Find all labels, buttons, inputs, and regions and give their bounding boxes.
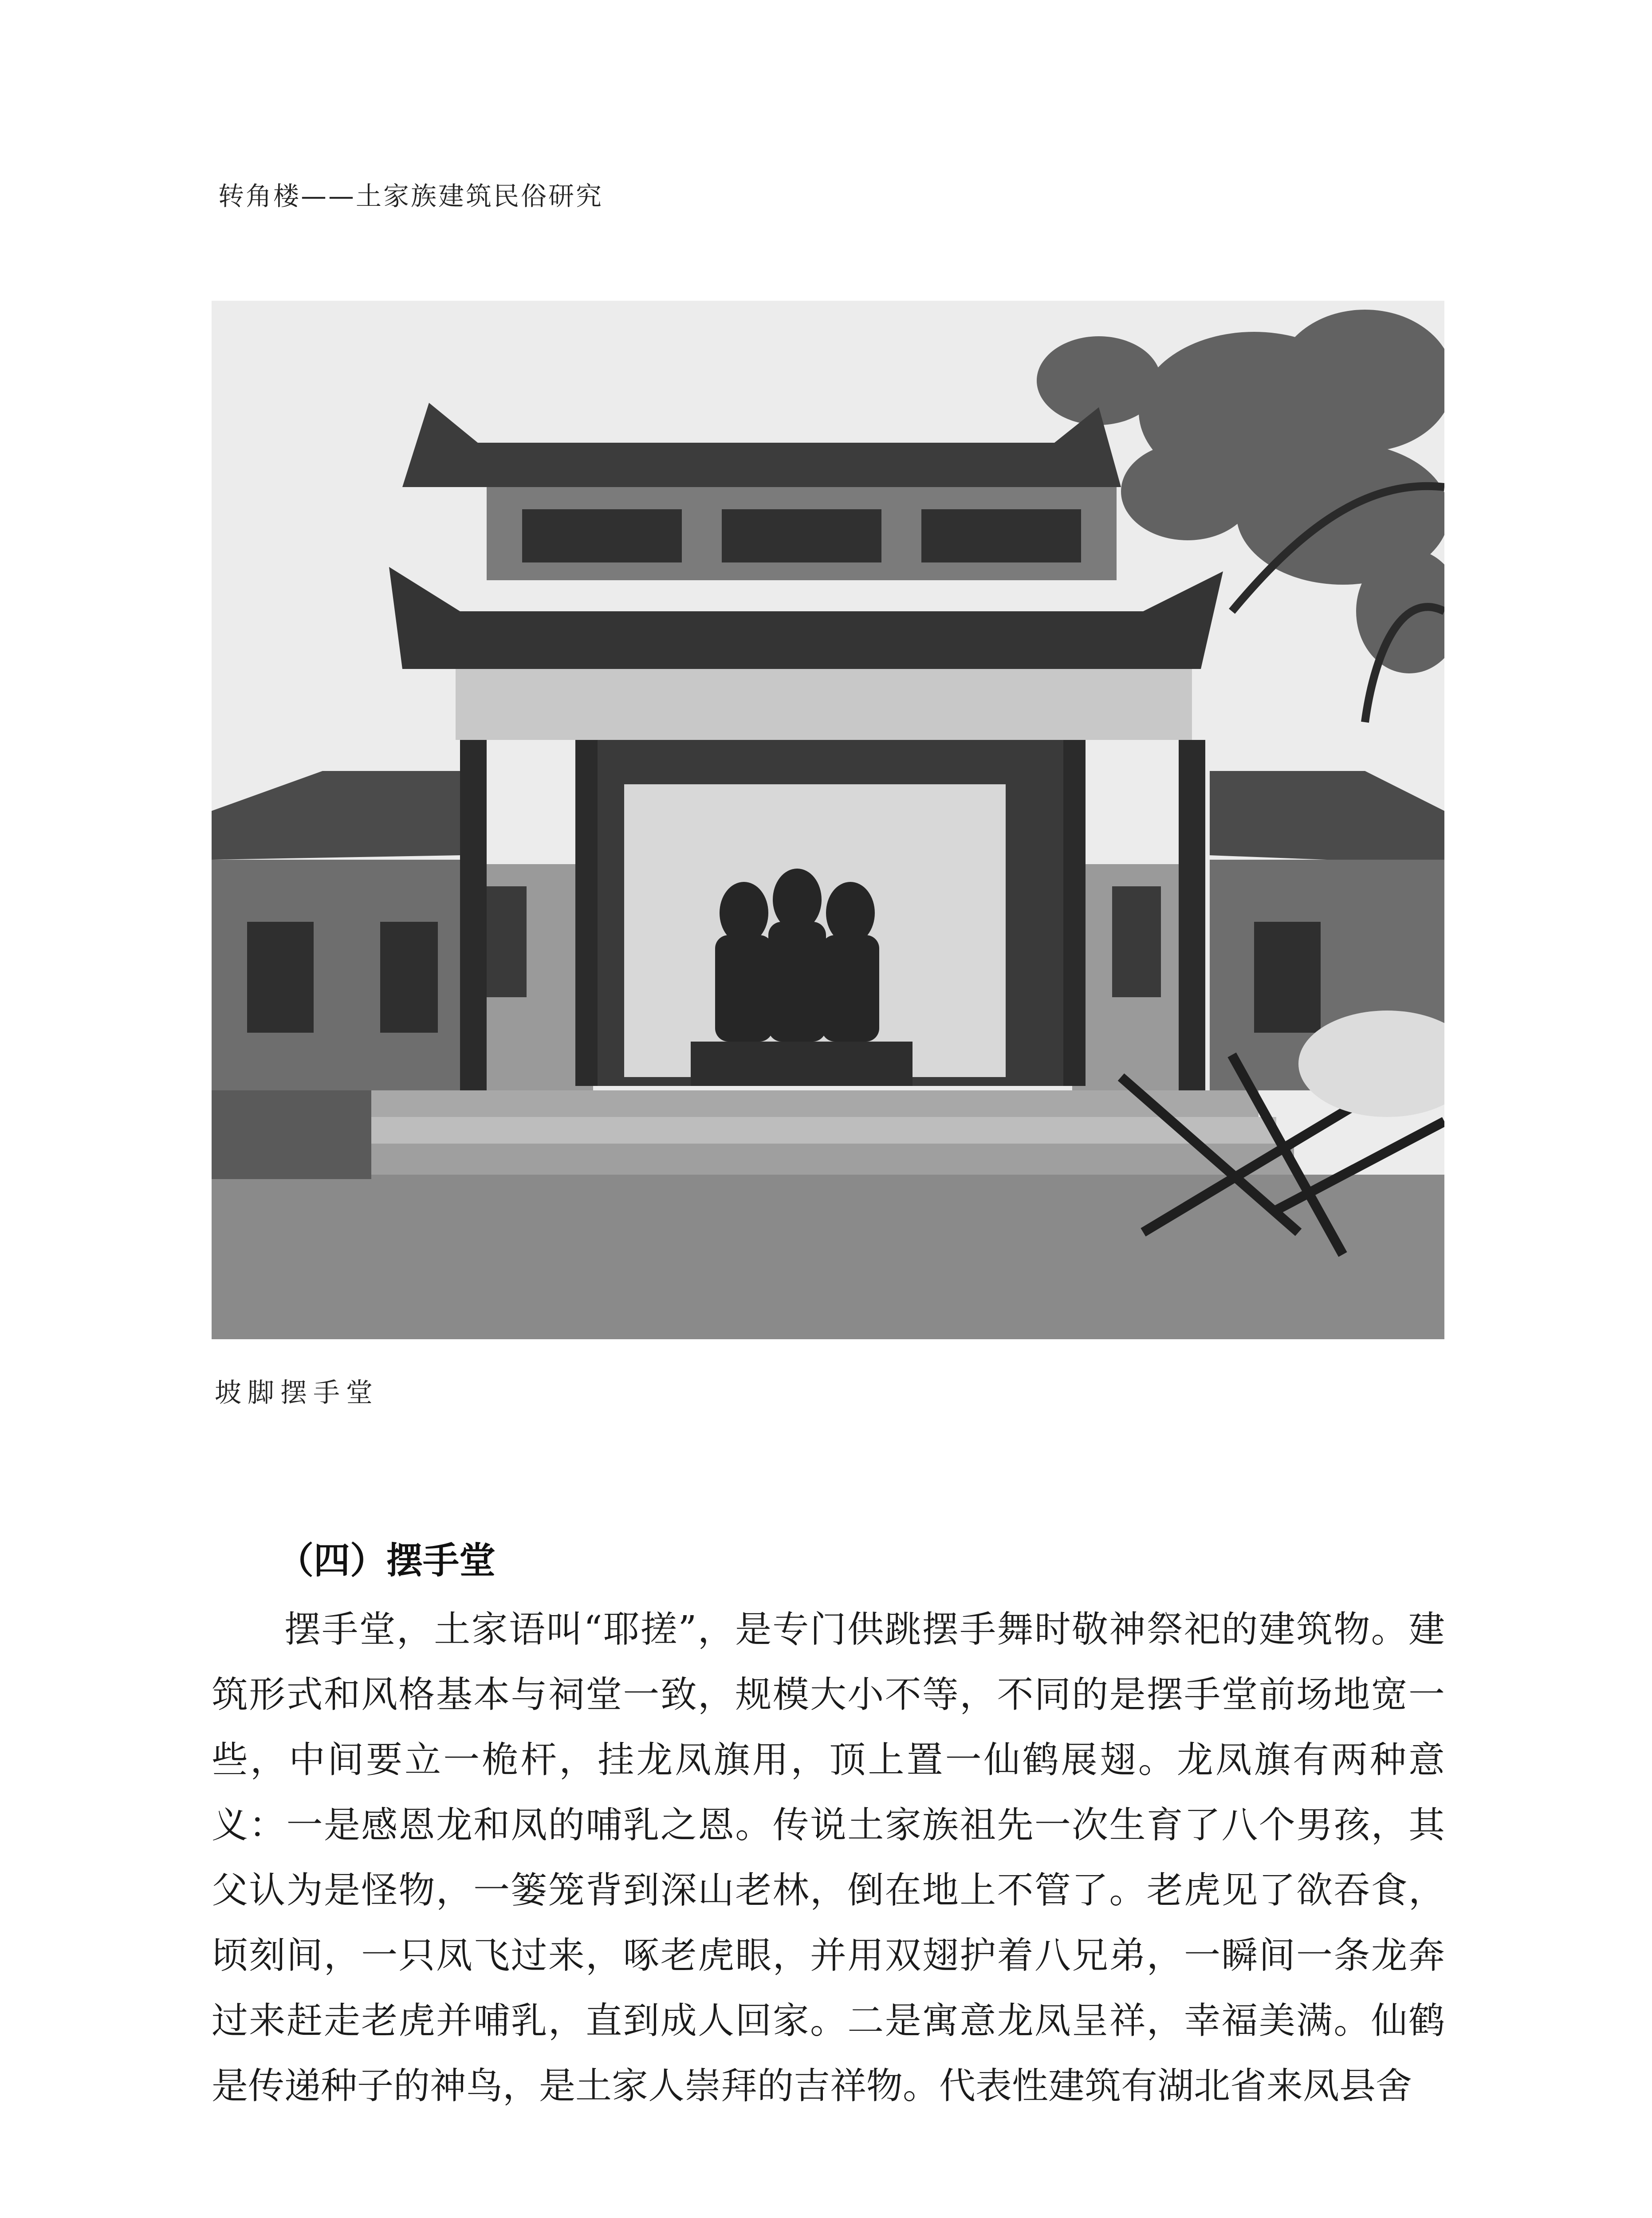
- figure-caption: 坡脚摆手堂: [215, 1377, 379, 1408]
- statues-illustration: [715, 869, 879, 1042]
- body-text: [212, 1597, 1445, 2119]
- running-head: 转角楼——土家族建筑民俗研究: [218, 181, 604, 211]
- figure-photo: [212, 301, 1444, 1339]
- section-heading: （四）摆手堂: [277, 1540, 496, 1582]
- body-paragraph: 摆手堂，土家语叫“耶搓”，是专门供跳摆手舞时敬神祭祀的建筑物。建筑形式和风格基本与祠堂一致，规模大小不等，不同的是摆手堂前场地宽一些，中间要立一桅杆，挂龙凤旗用，顶上置一仙鹤展翅。龙凤旗有两种意义：一是感恩龙和凤的哺乳之恩。传说土家族祖先一次生育了八个男孩，其父认为是怪物，一篓笼背到深山老林，倒在地上不管了。老虎见了欲吞食，顷刻间，一只凤飞过来，啄老虎眼，并用双翅护着八兄弟，一瞬间一条龙奔过来赶走老虎并哺乳，直到成人回家。二是寓意龙凤呈祥，幸福美满。仙鹤是传递种子的神鸟，是土家人崇拜的吉祥物。代表性建筑有湖北省来凤县舍: [212, 1608, 1445, 2107]
- building-photo: [212, 301, 1444, 1339]
